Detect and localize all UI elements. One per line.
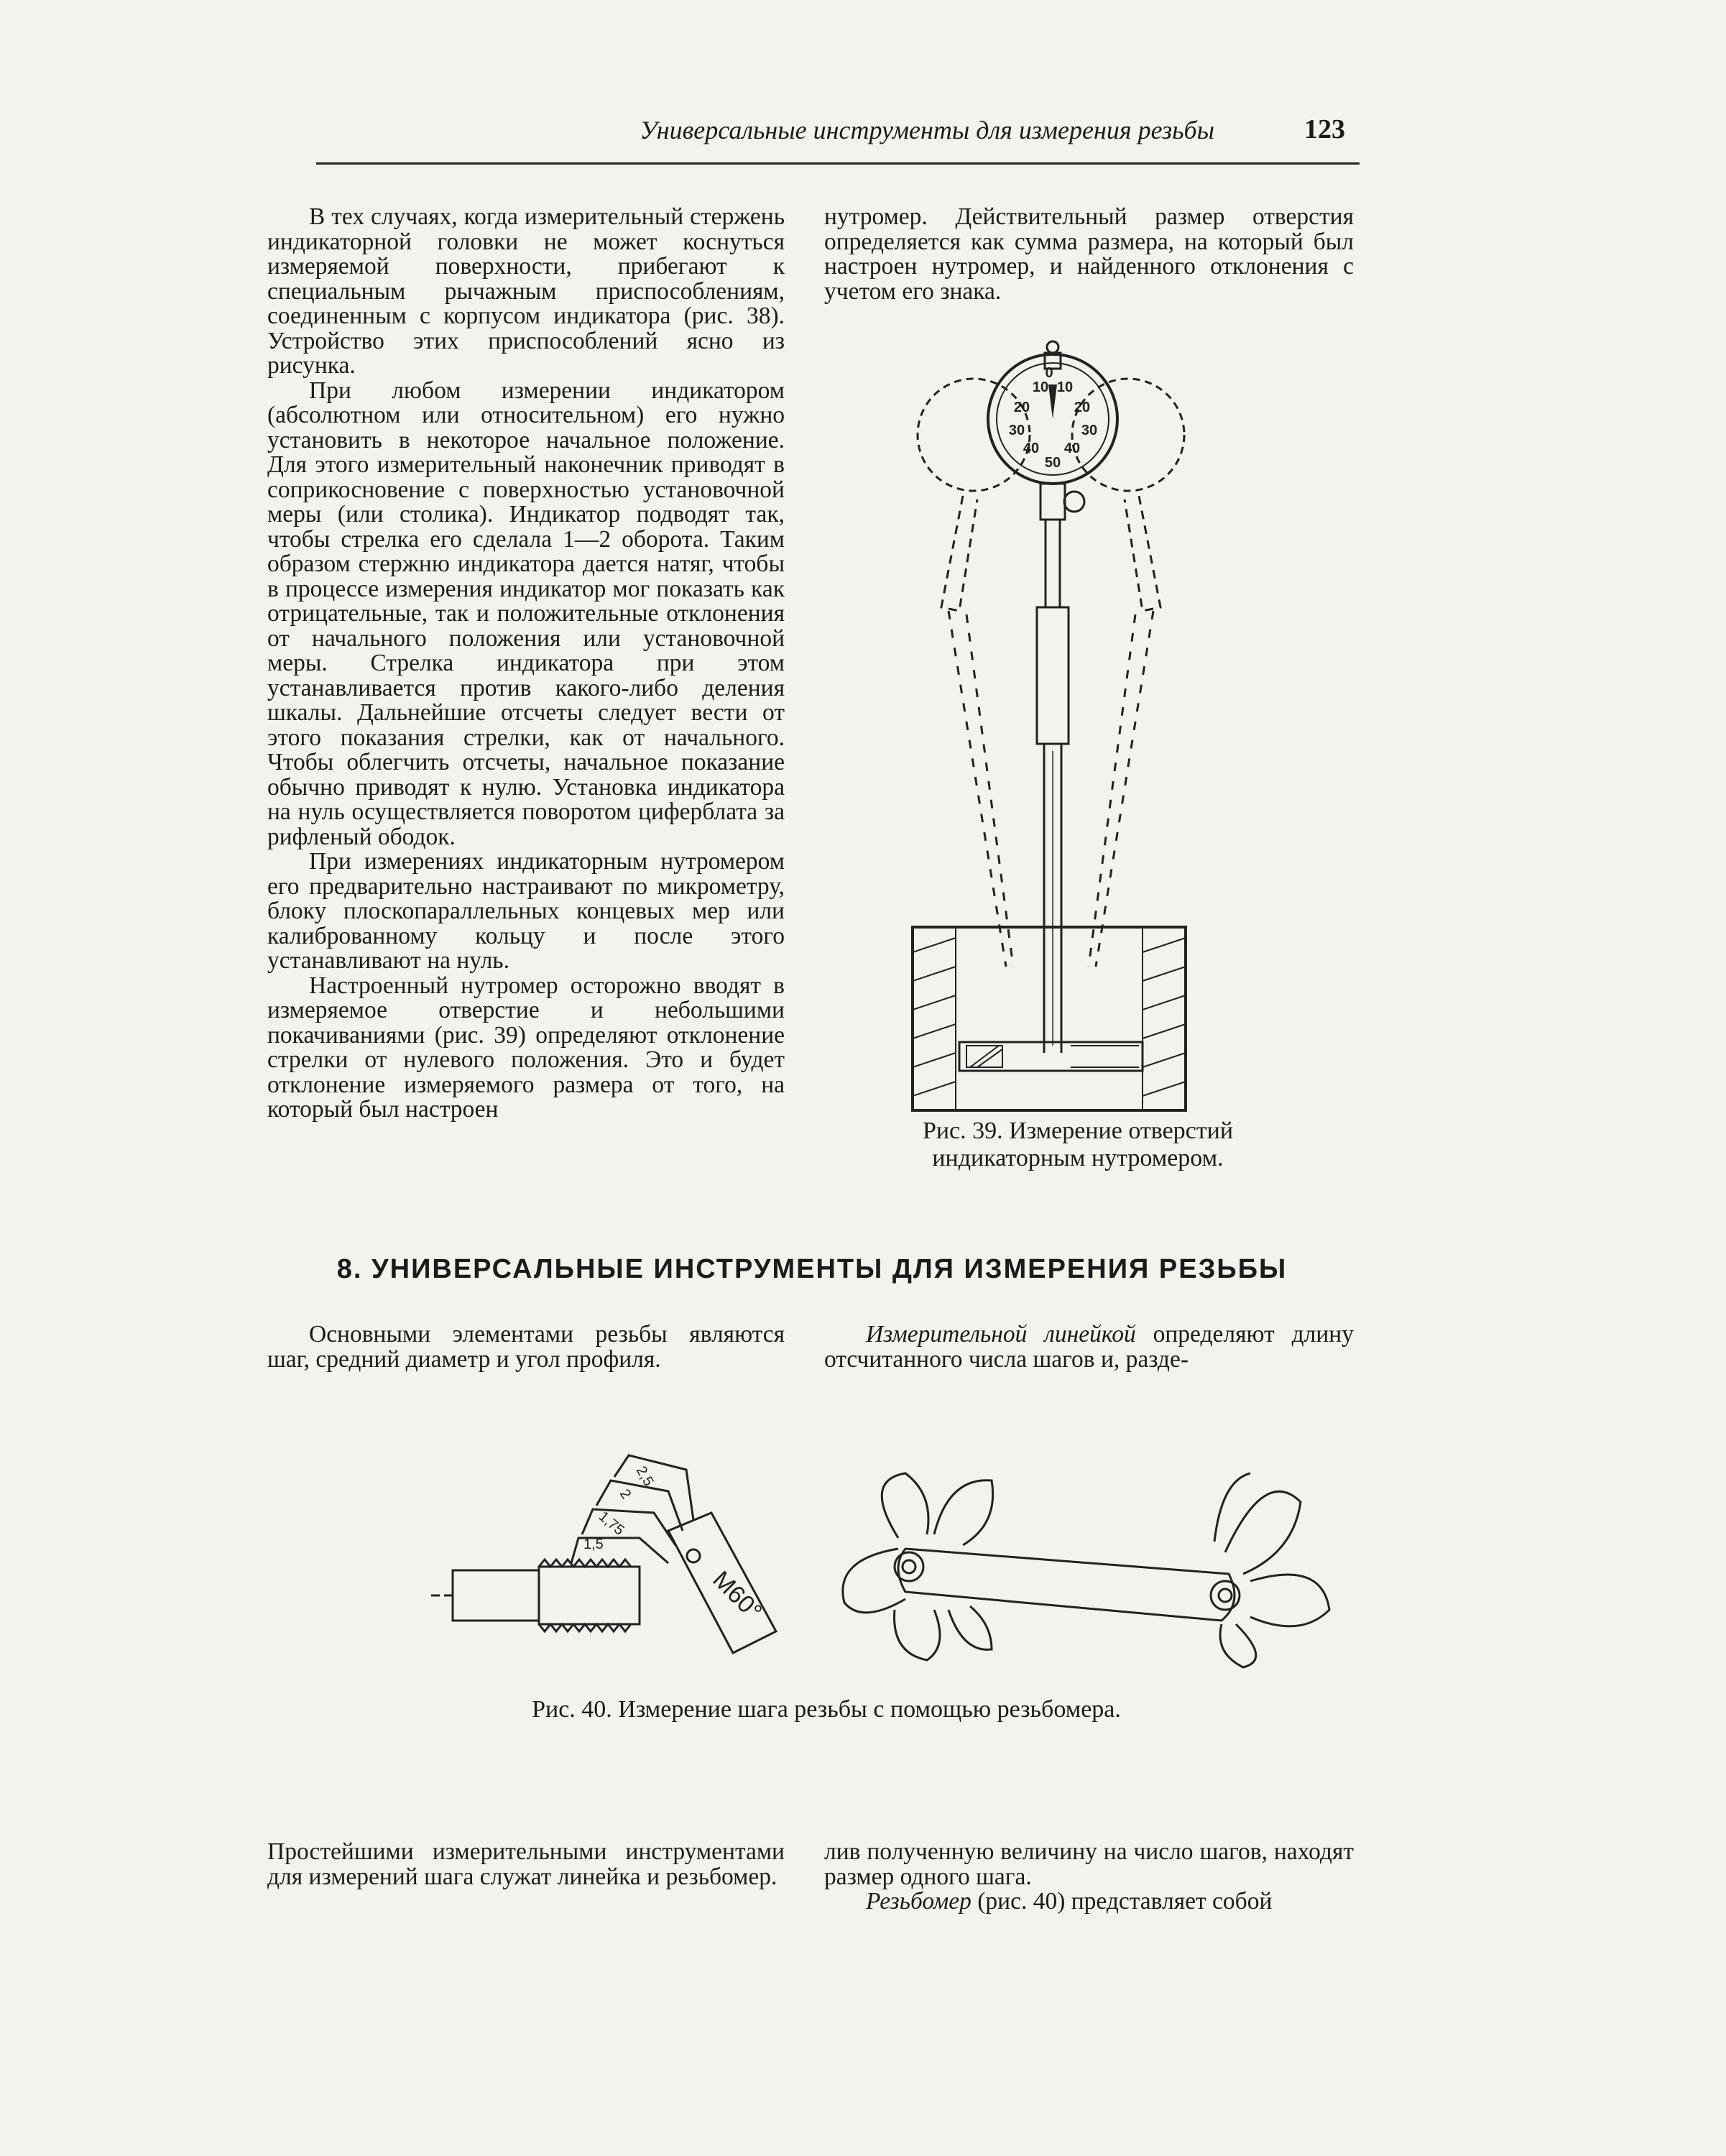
text-run: определяют длину отсчитанного числа шагов и, разде- <box>824 1321 1354 1373</box>
paragraph: При любом измерении индикатором (абсолютном или относительном) его нужно установить в некоторое начальное положение. Для этого измерительный наконечник приводят в соприкосновение с поверхностью установочной меры (или столика). Индикатор подводят так, чтобы стрелка его сделала 1—2 оборота. Таким образом стержню индикатора дается натяг, чтобы в процессе измерения индикатор мог показать как отрицательные, так и положительные отклонения от начального положения или установочной меры. Стрелка индикатора при этом устанавливается против какого-либо деления шкалы. Дальнейшие отсчеты следует вести от этого показания стрелки, как от начального. Чтобы облегчить отсчеты, начальное показание обычно приводят к нулю. Установка индикатора на нуль осуществляется поворотом циферблата за рифленый ободок. <box>267 377 785 850</box>
figure-39-caption <box>848 1118 1308 1172</box>
bore-gauge-drawing <box>905 334 1200 1114</box>
dial-label: 10 <box>1032 379 1049 395</box>
header-rule <box>316 162 1360 165</box>
paragraph: Основными элементами резьбы являются шаг, средний диаметр и угол профиля. <box>267 1321 785 1373</box>
dial-label: 50 <box>1044 455 1061 471</box>
italic-term: Измерительной линейкой <box>866 1321 1136 1348</box>
dial-label: 0 <box>1045 365 1053 381</box>
paragraph: В тех случаях, когда измерительный стержень индикаторной головки не может коснуться измеряемой поверхности, прибегают к специальным рычажным приспособлениям, соединенным с корпусом индикатора (рис. 38). Устройство этих приспособлений ясно из рисунка. <box>267 203 785 379</box>
figure-40-caption: Рис. 40. Измерение шага резьбы с помощью резьбомера. <box>532 1696 1121 1723</box>
dial-label: 40 <box>1063 441 1081 456</box>
section-right-column <box>824 1322 1354 1372</box>
caption-line: Рис. 39. Измерение отверстий <box>922 1118 1234 1144</box>
dial-needle <box>1048 384 1057 419</box>
running-title: Универсальные инструменты для измерения резьбы <box>640 116 1214 144</box>
figure-40-thread-gauge <box>431 1437 1344 1674</box>
blade-label: 2,5 <box>632 1463 657 1489</box>
paragraph: При измерениях индикаторным нутромером его предварительно настраивают по микрометру, блоку плоскопараллельных концевых мер или калиброванному кольцу и после этого устанавливают на нуль. <box>267 848 785 974</box>
figure-39-bore-gauge <box>905 334 1200 1114</box>
paragraph: Настроенный нутромер осторожно вводят в измеряемое отверстие и небольшими покачиваниями (рис. 39) определяют отклонение стрелки от нулевого положения. Это и будет отклонение измеряемого размера от того, на который был настроен <box>267 972 785 1123</box>
section-left-column <box>267 1322 785 1372</box>
dial-label: 30 <box>1008 423 1025 438</box>
left-column <box>267 205 785 1123</box>
text-run: (рис. 40) представляет собой <box>971 1888 1273 1915</box>
blade-label: 1,5 <box>583 1537 604 1552</box>
paragraph: Простейшими измерительными инструментами для измерений шага служат линейка и резьбомер. <box>267 1838 785 1890</box>
paragraph <box>824 1322 1354 1372</box>
paragraph <box>824 1889 1354 1915</box>
italic-term: Резьбомер <box>866 1888 972 1915</box>
dial-label: 20 <box>1013 400 1030 415</box>
thread-gauge-drawing <box>431 1437 1344 1674</box>
blade-label: 1,75 <box>595 1508 627 1539</box>
page-number: 123 <box>1304 114 1345 144</box>
dial-label: 20 <box>1074 400 1091 415</box>
bottom-right-column <box>824 1840 1354 1915</box>
bottom-left-column <box>267 1840 785 1889</box>
right-column <box>824 205 1354 304</box>
holder-label: M60° <box>707 1565 767 1626</box>
caption-line: индикаторным нутромером. <box>932 1145 1224 1171</box>
paragraph: нутромер. Действительный размер отверстия определяется как сумма размера, на который был настроен нутромер, и найденного отклонения с учетом его знака. <box>824 203 1354 305</box>
dial-label: 10 <box>1056 379 1074 395</box>
dial-label: 40 <box>1023 441 1040 456</box>
section-heading: 8. УНИВЕРСАЛЬНЫЕ ИНСТРУМЕНТЫ ДЛЯ ИЗМЕРЕНИЯ РЕЗЬБЫ <box>336 1254 1288 1284</box>
paragraph: лив полученную величину на число шагов, находят размер одного шага. <box>824 1838 1354 1890</box>
blade-label: 2 <box>616 1486 634 1502</box>
dial-label: 30 <box>1081 423 1098 438</box>
